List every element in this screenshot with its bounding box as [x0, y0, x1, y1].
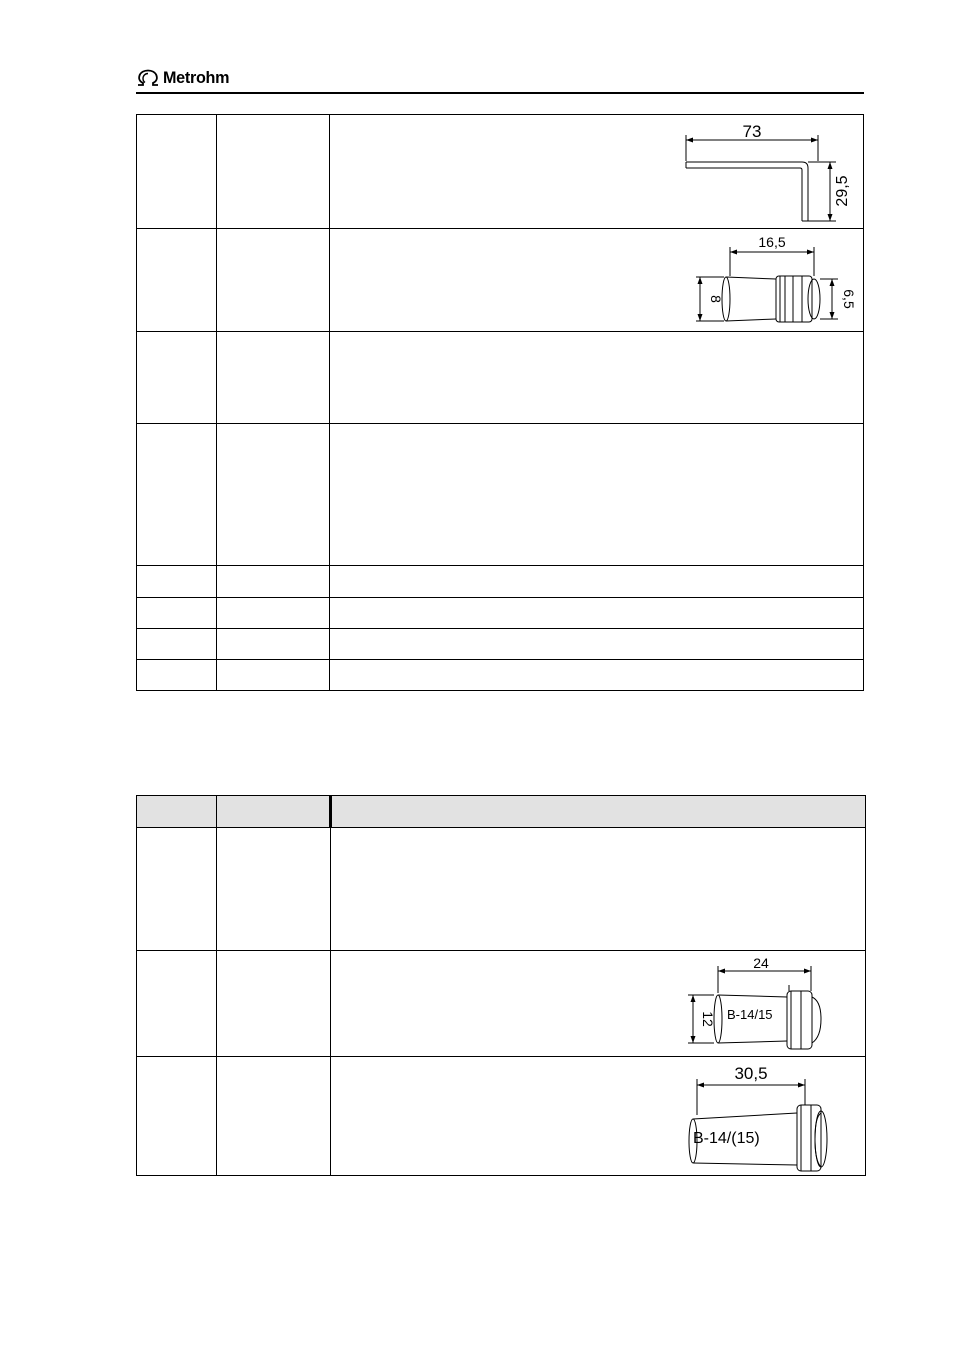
- table-cell: [217, 566, 330, 598]
- table-row: [137, 598, 864, 629]
- table-header-cell: [217, 796, 331, 828]
- table-cell: [137, 229, 217, 332]
- table-cell: [137, 1057, 217, 1176]
- table-header-row: [137, 796, 866, 828]
- table-header-cell: [137, 796, 217, 828]
- table-cell: [217, 598, 330, 629]
- table-row: [137, 951, 866, 1057]
- length-dimension: 30,5: [734, 1064, 768, 1083]
- table-cell: [217, 1057, 331, 1176]
- table-cell: [217, 115, 330, 229]
- table-row: [137, 332, 864, 424]
- table-cell: [217, 229, 330, 332]
- parts-table-1: [136, 114, 864, 691]
- table-row: [137, 1057, 866, 1176]
- table-cell: [217, 660, 330, 691]
- table-header-cell: [331, 796, 866, 828]
- header-rule: [136, 92, 864, 94]
- table-cell: [330, 660, 864, 691]
- table-cell: [331, 951, 866, 1057]
- brand-logo: [136, 68, 233, 88]
- diameter-dimension: 12: [700, 1011, 716, 1027]
- table-cell: [217, 629, 330, 660]
- table-cell: [217, 828, 331, 951]
- table-row: [137, 566, 864, 598]
- length-dimension: 73: [742, 122, 762, 141]
- stopper-drawing: [330, 229, 863, 332]
- table-cell: [137, 629, 217, 660]
- table-cell: [217, 424, 330, 566]
- table-cell: [330, 229, 864, 332]
- table-cell: [331, 828, 866, 951]
- length-dimension: 16,5: [758, 234, 786, 250]
- table-row: [137, 115, 864, 229]
- table-row: [137, 660, 864, 691]
- table-cell: [330, 424, 864, 566]
- table-row: [137, 229, 864, 332]
- omega-logo-icon: [136, 69, 160, 87]
- table-cell: [330, 332, 864, 424]
- diameter-dimension: 6,5: [841, 289, 857, 309]
- table-cell: [330, 115, 864, 229]
- joint-label: B-14/15: [727, 1007, 773, 1022]
- table-cell: [331, 1057, 866, 1176]
- table-cell: [137, 566, 217, 598]
- table-cell: [330, 629, 864, 660]
- hex-key-drawing: [330, 115, 863, 229]
- stopper-large-drawing: [331, 1057, 864, 1176]
- length-dimension: 24: [753, 955, 769, 971]
- table-cell: [137, 951, 217, 1057]
- table-cell: [137, 115, 217, 229]
- stopper-small-drawing: [331, 951, 864, 1057]
- table-cell: [137, 424, 217, 566]
- parts-table-2: [136, 795, 866, 1176]
- diameter-dimension: 8: [708, 295, 724, 303]
- table-cell: [137, 660, 217, 691]
- page-header: [136, 64, 864, 94]
- table-cell: [137, 332, 217, 424]
- table-cell: [137, 598, 217, 629]
- table-row: [137, 424, 864, 566]
- table-cell: [330, 566, 864, 598]
- height-dimension: 29,5: [834, 175, 851, 207]
- table-row: [137, 629, 864, 660]
- table-cell: [217, 332, 330, 424]
- table-cell: [217, 951, 331, 1057]
- table-row: [137, 828, 866, 951]
- joint-label: B-14/(15): [693, 1130, 760, 1147]
- brand-name: Metrohm: [163, 68, 230, 87]
- table-cell: [137, 828, 217, 951]
- table-cell: [330, 598, 864, 629]
